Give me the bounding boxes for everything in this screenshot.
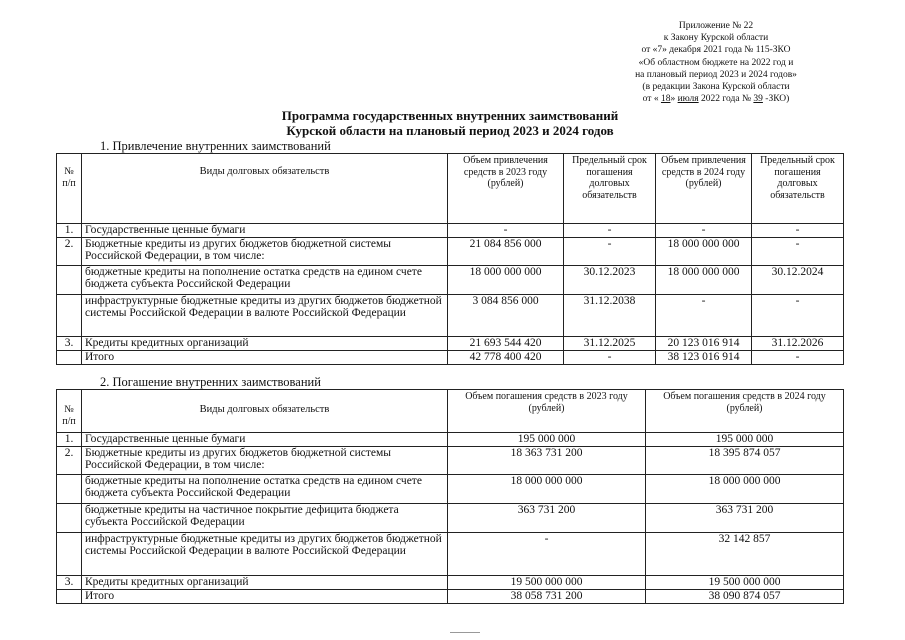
borrowing-table <box>56 153 844 365</box>
cell-vol-2023: 38 058 731 200 <box>448 589 646 603</box>
cell-num: 2. <box>57 237 82 265</box>
cell-num: 3. <box>57 575 82 589</box>
cell-term-2023: - <box>564 237 656 265</box>
date-prefix: от « <box>642 94 661 105</box>
cell-num: 3. <box>57 336 82 350</box>
cell-num <box>57 589 82 603</box>
cell-term-2024: 31.12.2026 <box>752 336 844 350</box>
cell-term-2024: - <box>752 224 844 238</box>
cell-kind: инфраструктурные бюджетные кредиты из других бюджетов бюджетной системы Российской Федерации в валюте Российской Федерации <box>82 532 448 575</box>
table-row <box>57 294 844 336</box>
cell-vol-2024: 32 142 857 <box>646 532 844 575</box>
appendix-block <box>600 20 832 105</box>
table-row <box>57 575 844 589</box>
cell-num <box>57 350 82 364</box>
cell-term-2024: - <box>752 350 844 364</box>
table-row <box>57 237 844 265</box>
table-row <box>57 532 844 575</box>
cell-vol-2024: 195 000 000 <box>646 433 844 447</box>
cell-kind: Итого <box>82 350 448 364</box>
cell-num: 1. <box>57 433 82 447</box>
cell-term-2023: 31.12.2025 <box>564 336 656 350</box>
date-month: июля <box>677 94 699 105</box>
cell-kind: инфраструктурные бюджетные кредиты из других бюджетов бюджетной системы Российской Федерации в валюте Российской Федерации <box>82 294 448 336</box>
cell-kind: бюджетные кредиты на пополнение остатка средств на едином счете бюджета субъекта Российской Федерации <box>82 474 448 503</box>
appendix-line: Приложение № 22 <box>678 21 754 31</box>
cell-vol-2024: 20 123 016 914 <box>656 336 752 350</box>
table-row <box>57 503 844 532</box>
cell-kind: Бюджетные кредиты из других бюджетов бюджетной системы Российской Федерации, в том числе: <box>82 446 448 474</box>
cell-vol-2023: 19 500 000 000 <box>448 575 646 589</box>
table-row <box>57 265 844 294</box>
cell-num <box>57 294 82 336</box>
cell-vol-2024: 18 000 000 000 <box>656 237 752 265</box>
header-kind: Виды долговых обязательств <box>82 154 448 224</box>
cell-term-2024: - <box>752 237 844 265</box>
total-row <box>57 350 844 364</box>
header-vol-2024: Объем погашения средств в 2024 году (рублей) <box>646 390 844 433</box>
cell-vol-2023: - <box>448 224 564 238</box>
header-kind: Виды долговых обязательств <box>82 390 448 433</box>
section-1-heading: 1. Привлечение внутренних заимствований <box>100 139 331 153</box>
title-line-1: Программа государственных внутренних заимствований <box>281 108 619 123</box>
table-header-row <box>57 390 844 433</box>
cell-term-2024: 30.12.2024 <box>752 265 844 294</box>
cell-vol-2024: 19 500 000 000 <box>646 575 844 589</box>
cell-kind: Кредиты кредитных организаций <box>82 336 448 350</box>
cell-vol-2023: 42 778 400 420 <box>448 350 564 364</box>
cell-kind: бюджетные кредиты на пополнение остатка средств на едином счете бюджета субъекта Российской Федерации <box>82 265 448 294</box>
cell-num <box>57 532 82 575</box>
date-day: 18 <box>660 94 671 105</box>
date-sep: » <box>670 94 678 105</box>
table-row <box>57 336 844 350</box>
cell-vol-2023: 18 000 000 000 <box>448 474 646 503</box>
cell-term-2023: - <box>564 224 656 238</box>
cell-vol-2024: - <box>656 294 752 336</box>
cell-vol-2023: 21 084 856 000 <box>448 237 564 265</box>
cell-vol-2023: 18 363 731 200 <box>448 446 646 474</box>
title-line-2: Курской области на плановый период 2023 и 2024 годов <box>286 123 614 138</box>
cell-vol-2024: 18 395 874 057 <box>646 446 844 474</box>
appendix-line: от «7» декабря 2021 года № 115-ЗКО <box>641 45 791 56</box>
header-vol-2023: Объем погашения средств в 2023 году (рублей) <box>448 390 646 433</box>
date-year: 2022 года № <box>698 94 754 105</box>
repayment-table <box>56 389 844 604</box>
cell-vol-2023: - <box>448 532 646 575</box>
cell-term-2024: - <box>752 294 844 336</box>
appendix-line: (в редакции Закона Курской области <box>642 82 790 93</box>
cell-kind: Государственные ценные бумаги <box>82 224 448 238</box>
cell-vol-2023: 18 000 000 000 <box>448 265 564 294</box>
table-row <box>57 446 844 474</box>
cell-num <box>57 265 82 294</box>
appendix-line: к Закону Курской области <box>663 33 769 44</box>
cell-kind: бюджетные кредиты на частичное покрытие дефицита бюджета субъекта Российской Федерации <box>82 503 448 532</box>
table-header-row <box>57 154 844 224</box>
cell-kind: Итого <box>82 589 448 603</box>
cell-vol-2023: 363 731 200 <box>448 503 646 532</box>
cell-term-2023: 31.12.2038 <box>564 294 656 336</box>
cell-num: 2. <box>57 446 82 474</box>
table-row <box>57 433 844 447</box>
table-row <box>57 224 844 238</box>
section-2-heading: 2. Погашение внутренних заимствований <box>100 375 321 389</box>
cell-vol-2024: 18 000 000 000 <box>656 265 752 294</box>
cell-num: 1. <box>57 224 82 238</box>
cell-vol-2024: 38 123 016 914 <box>656 350 752 364</box>
appendix-line: «Об областном бюджете на 2022 год и <box>638 57 794 68</box>
document-title <box>150 108 750 138</box>
cell-vol-2024: - <box>656 224 752 238</box>
appendix-line-date <box>600 93 832 105</box>
header-num: № п/п <box>57 390 82 433</box>
header-term-2023: Предельный срок погашения долговых обязательств <box>564 154 656 224</box>
appendix-line: на плановый период 2023 и 2024 годов» <box>635 69 797 80</box>
header-term-2024: Предельный срок погашения долговых обязательств <box>752 154 844 224</box>
cell-num <box>57 474 82 503</box>
cell-term-2023: 30.12.2023 <box>564 265 656 294</box>
total-row <box>57 589 844 603</box>
cell-vol-2024: 363 731 200 <box>646 503 844 532</box>
cell-kind: Бюджетные кредиты из других бюджетов бюджетной системы Российской Федерации, в том числе: <box>82 237 448 265</box>
law-suffix: -ЗКО) <box>762 94 790 105</box>
cell-vol-2023: 21 693 544 420 <box>448 336 564 350</box>
cell-vol-2023: 195 000 000 <box>448 433 646 447</box>
cell-vol-2023: 3 084 856 000 <box>448 294 564 336</box>
cell-vol-2024: 38 090 874 057 <box>646 589 844 603</box>
cell-vol-2024: 18 000 000 000 <box>646 474 844 503</box>
cell-num <box>57 503 82 532</box>
header-vol-2023: Объем привлечения средств в 2023 году (рублей) <box>448 154 564 224</box>
cell-kind: Государственные ценные бумаги <box>82 433 448 447</box>
cell-kind: Кредиты кредитных организаций <box>82 575 448 589</box>
header-num: № п/п <box>57 154 82 224</box>
cell-term-2023: - <box>564 350 656 364</box>
table-row <box>57 474 844 503</box>
law-number: 39 <box>753 94 763 105</box>
scan-artifact-line <box>450 632 480 633</box>
header-vol-2024: Объем привлечения средств в 2024 году (рублей) <box>656 154 752 224</box>
